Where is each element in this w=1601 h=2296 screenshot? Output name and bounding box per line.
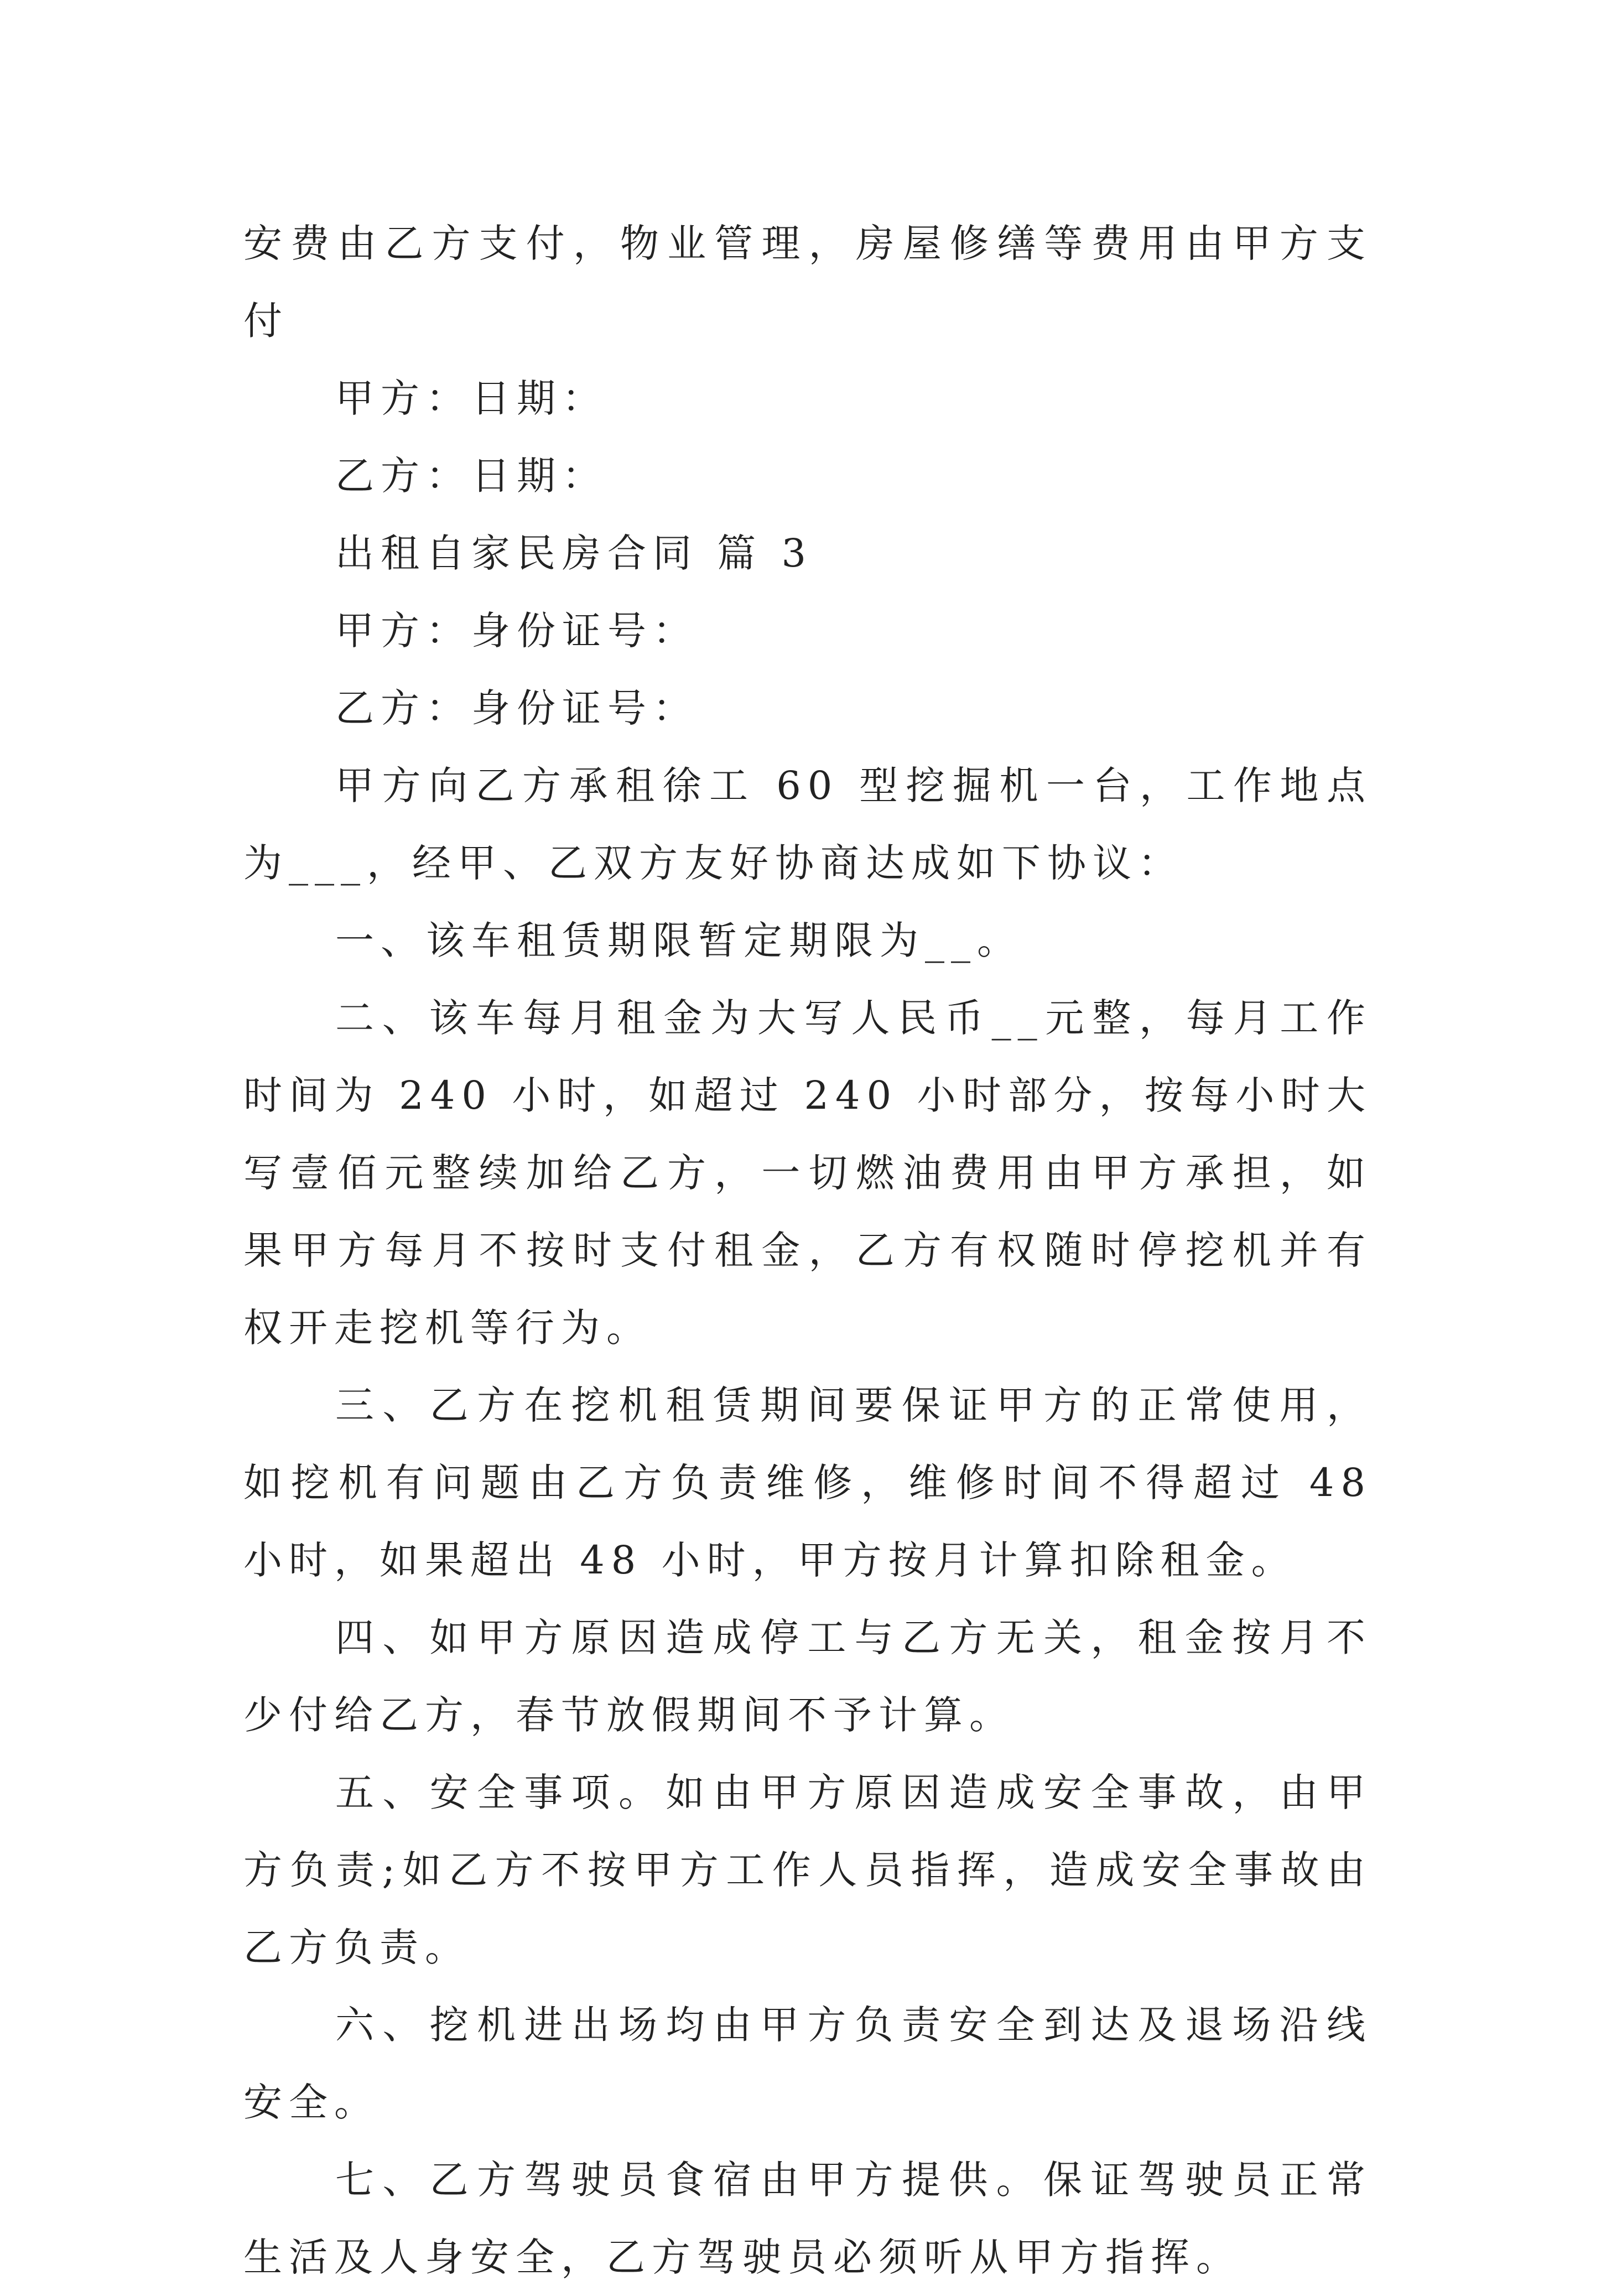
clause-7: 七、乙方驾驶员食宿由甲方提供。保证驾驶员正常生活及人身安全，乙方驾驶员必须听从甲方指挥。 [243,2157,1372,2280]
paragraph-intro: 甲方向乙方承租徐工 60 型挖掘机一台，工作地点为___，经甲、乙双方友好协商达成如下协议： [243,763,1372,886]
document-body [243,205,1372,2296]
clause-4: 四、如甲方原因造成停工与乙方无关，租金按月不少付给乙方，春节放假期间不予计算。 [243,1615,1372,1738]
clause-2: 二、该车每月租金为大写人民币__元整，每月工作时间为 240 小时，如超过 240 小时部分，按每小时大写壹佰元整续加给乙方，一切燃油费用由甲方承担，如果甲方每月不按时支付租金，乙方有权随时停挖机并有权开走挖机等行为。 [243,995,1372,1350]
paragraph-fee-continuation: 安费由乙方支付，物业管理，房屋修缮等费用由甲方支付 [243,221,1372,344]
clause-6: 六、挖机进出场均由甲方负责安全到达及退场沿线安全。 [243,2002,1372,2125]
paragraph-party-b-date: 乙方：日期： [335,453,607,498]
clause-1: 一、该车租赁期限暂定期限为__。 [335,918,1022,963]
paragraph-party-a-date: 甲方：日期： [335,376,607,421]
paragraph-party-b-id: 乙方：身份证号： [335,685,698,731]
section-heading: 出租自家民房合同 篇 3 [335,531,813,576]
clause-3: 三、乙方在挖机租赁期间要保证甲方的正常使用，如挖机有问题由乙方负责维修，维修时间不得超过 48 小时，如果超出 48 小时，甲方按月计算扣除租金。 [243,1383,1372,1583]
clause-5: 五、安全事项。如由甲方原因造成安全事故，由甲方负责;如乙方不按甲方工作人员指挥，造成安全事故由乙方负责。 [243,1770,1372,1970]
paragraph-party-a-id: 甲方：身份证号： [335,608,698,653]
